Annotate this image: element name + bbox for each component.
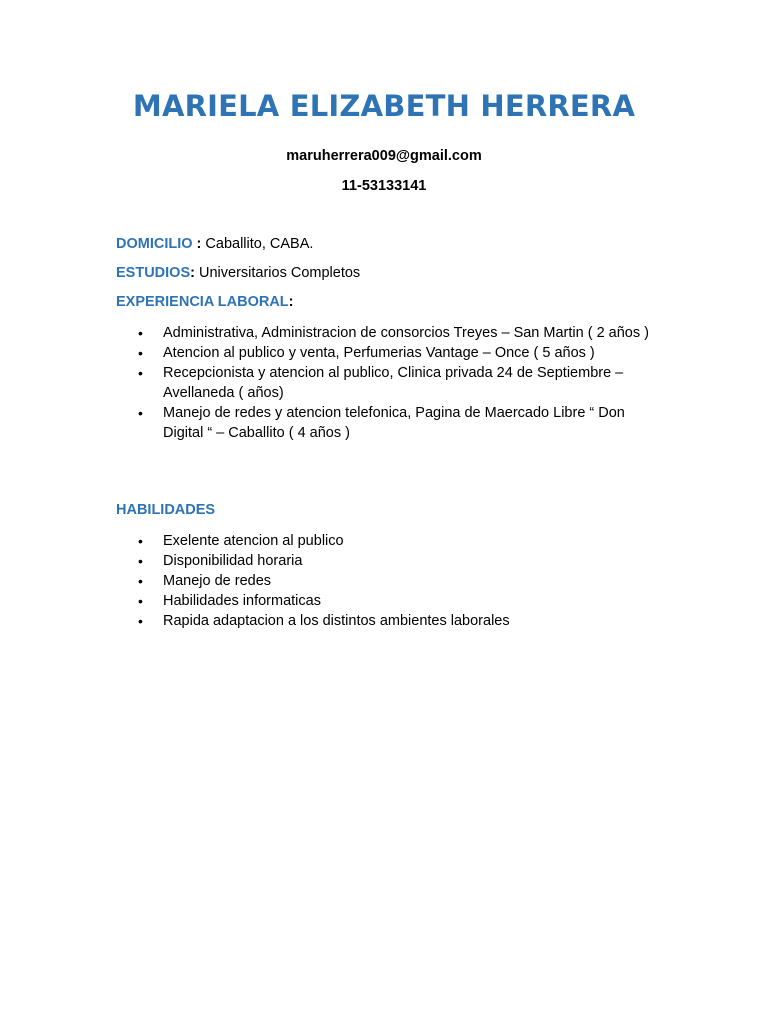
list-item: • Manejo de redes <box>116 571 656 591</box>
list-item: • Exelente atencion al publico <box>116 531 656 551</box>
estudios-separator: : <box>190 265 195 281</box>
estudios-field <box>116 265 360 281</box>
experiencia-label: EXPERIENCIA LABORAL <box>116 294 289 310</box>
experiencia-field <box>116 294 294 310</box>
page-title: MARIELA ELIZABETH HERRERA <box>132 89 636 123</box>
list-item: • Rapida adaptacion a los distintos ambientes laborales <box>116 611 656 631</box>
list-item: • Habilidades informaticas <box>116 591 656 611</box>
list-item: • Disponibilidad horaria <box>116 551 656 571</box>
phone-text: 11-53133141 <box>341 178 427 194</box>
domicilio-label: DOMICILIO <box>116 236 193 252</box>
list-item: • Administrativa, Administracion de consorcios Treyes – San Martin ( 2 años ) <box>116 323 656 343</box>
list-item: • Atencion al publico y venta, Perfumerias Vantage – Once ( 5 años ) <box>116 343 656 363</box>
list-item: • Manejo de redes y atencion telefonica, Pagina de Maercado Libre “ Don Digital “ – Caballito ( 4 años ) <box>116 403 656 443</box>
list-item: • Recepcionista y atencion al publico, Clinica privada 24 de Septiembre – Avellaneda ( años) <box>116 363 656 403</box>
domicilio-field <box>116 236 313 252</box>
email-text: maruherrera009@gmail.com <box>286 148 482 164</box>
domicilio-value: Caballito, CABA. <box>201 236 314 252</box>
experience-list <box>116 323 656 443</box>
estudios-label: ESTUDIOS <box>116 265 191 281</box>
habilidades-heading: HABILIDADES <box>116 502 216 518</box>
experiencia-separator: : <box>288 294 294 310</box>
skills-list <box>116 531 656 631</box>
domicilio-separator: : <box>192 236 202 252</box>
estudios-value: Universitarios Completos <box>194 265 361 281</box>
